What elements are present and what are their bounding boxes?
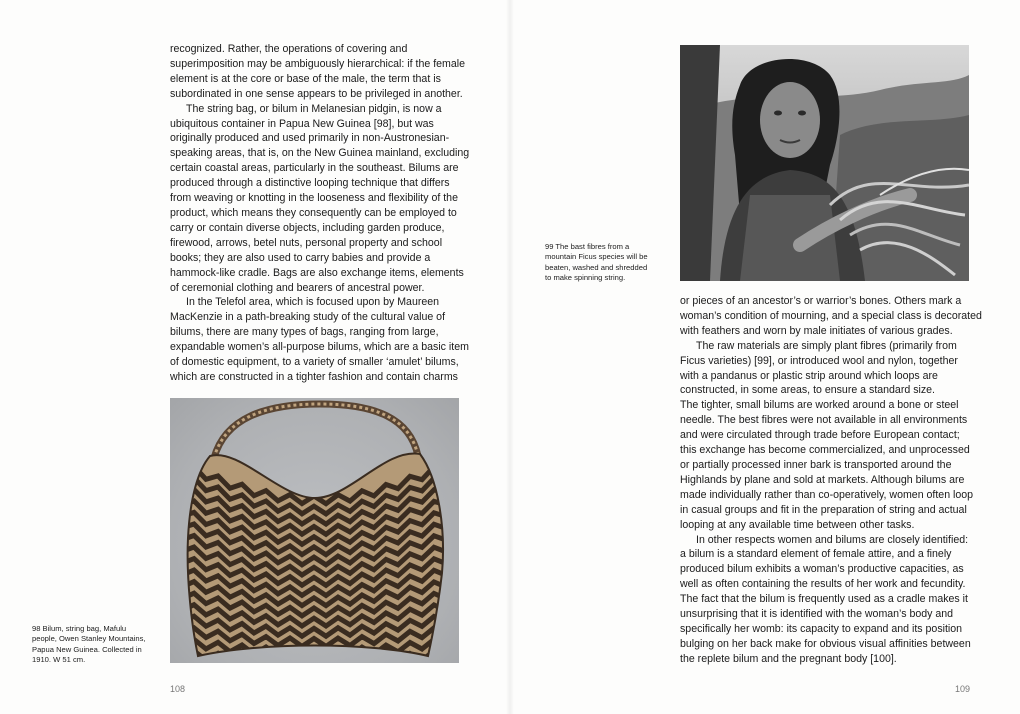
text-line: product, which means they consequently can be employed to	[170, 206, 457, 219]
figure-98-caption	[32, 624, 162, 666]
text-line: The tighter, small bilums are worked around a bone or steel	[680, 399, 959, 412]
page-number-left: 108	[170, 684, 186, 694]
book-gutter	[506, 0, 514, 714]
text-line: in casual groups and fit in the preparation of string and actual	[680, 503, 967, 516]
text-line: The fact that the bilum is frequently used as a cradle makes it	[680, 593, 968, 606]
right-paragraph-1	[680, 294, 982, 339]
right-paragraph-4	[680, 533, 975, 667]
text-line: this exchange has become commercialized, and unprocessed	[680, 444, 970, 457]
text-line: speaking areas, that is, on the New Guinea mainland, excluding	[170, 147, 470, 160]
text-line: with feathers and worn by male initiates of various grades.	[680, 324, 953, 337]
text-line: with a pandanus or plastic strip around which loops are	[680, 369, 938, 382]
text-line: The raw materials are simply plant fibres (primarily from	[696, 339, 957, 352]
bag-strap-weave	[214, 404, 418, 458]
text-line: needle. The best fibres were not available in all environments	[680, 414, 968, 427]
text-line: or pieces of an ancestor’s or warrior’s bones. Others mark a	[680, 295, 962, 307]
text-line: unsurprising that it is identified with the woman’s body and	[680, 608, 954, 621]
caption-line: Papua New Guinea. Collected in	[32, 644, 142, 654]
text-line: MacKenzie in a path-breaking study of the cultural value of	[170, 311, 446, 324]
text-line: and were circulated through trade before European contact;	[680, 429, 960, 442]
text-line: constructed, in some areas, to ensure a standard size.	[680, 384, 935, 397]
text-line: produced through a distinctive looping technique that differs	[170, 177, 450, 190]
text-line: The string bag, or bilum in Melanesian pidgin, is now a	[186, 102, 442, 115]
text-line: of ceremonial clothing and bearers of ancestral power.	[170, 281, 425, 294]
text-line: produced bilum exhibits a woman’s productive capacities, as	[680, 563, 964, 576]
text-line: In the Telefol area, which is focused upon by Maureen	[186, 296, 440, 309]
text-line: a bilum is a standard element of female attire, and a finely	[680, 548, 952, 561]
right-paragraph-2	[680, 339, 975, 399]
caption-line: 98 Bilum, string bag, Mafulu	[32, 624, 127, 633]
left-paragraph-1	[170, 42, 466, 102]
text-line: originally produced and used primarily in non-Austronesian-	[170, 132, 450, 145]
text-line: recognized. Rather, the operations of covering and	[170, 43, 408, 55]
left-page-body-text	[170, 42, 470, 385]
text-line: from weaving or knotting in the looseness and flexibility of the	[170, 192, 458, 205]
caption-line: mountain Ficus species will be	[545, 252, 648, 262]
figure-99-caption	[545, 242, 665, 284]
text-line: bilums, there are many types of bags, ranging from large,	[170, 326, 439, 339]
text-line: or partially processed inner bark is transported around the	[680, 458, 952, 471]
caption-line: beaten, washed and shredded	[545, 262, 648, 272]
right-paragraph-3	[680, 398, 975, 532]
text-line: well as often containing the results of her work and fecundity.	[680, 578, 966, 591]
text-line: bulging on her back make for obvious visual affinities between	[680, 637, 971, 650]
caption-line: to make spinning string.	[545, 273, 626, 283]
text-line: expandable women’s all-purpose bilums, which are a basic item	[170, 341, 469, 354]
text-line: woman’s condition of mourning, and a special class is decorated	[680, 309, 982, 322]
caption-line: people, Owen Stanley Mountains,	[32, 634, 146, 644]
bag-strap	[214, 404, 418, 458]
text-line: looping at any available time between other tasks.	[680, 518, 915, 531]
text-line: books; they are also used to carry babies and provide a	[170, 251, 431, 264]
text-line: hammock-like cradle. Bags are also exchange items, elements	[170, 266, 464, 279]
text-line: which are constructed in a tighter fashion and contain charms	[170, 370, 458, 383]
right-page-body-text	[680, 294, 982, 667]
text-line: superimposition may be ambiguously hierarchical: if the female	[170, 57, 466, 70]
bilum-string-bag-photo	[170, 398, 459, 663]
text-line: made individually rather than co-operatively, women often loop	[680, 488, 974, 501]
woman-with-fibres-photo	[680, 45, 969, 281]
text-line: firewood, arrows, betel nuts, personal property and school	[170, 236, 443, 249]
text-line: of domestic equipment, to a variety of smaller ‘amulet’ bilums,	[170, 356, 459, 369]
caption-line: 99 The bast fibres from a	[545, 242, 630, 251]
text-line: certain coastal areas, particularly in the southeast. Bilums are	[170, 162, 459, 175]
woman-photo-illustration	[680, 45, 969, 281]
bilum-bag-illustration	[170, 398, 459, 663]
text-line: element is at the core or base of the male, the term that is	[170, 72, 441, 85]
text-line: In other respects women and bilums are closely identified:	[696, 533, 969, 546]
text-line: subordinated in one sense appears to be privileged in another.	[170, 87, 463, 100]
text-line: ubiquitous container in Papua New Guinea [98], but was	[170, 117, 434, 130]
left-paragraph-2	[170, 102, 470, 296]
text-line: Ficus varieties) [99], or introduced wool and nylon, together	[680, 354, 958, 367]
text-line: Highlands by plane and sold at markets. Although bilums are	[680, 473, 965, 486]
text-line: specifically her womb: its capacity to expand and its position	[680, 622, 963, 635]
text-line: the replete bilum and the pregnant body [100].	[680, 652, 897, 665]
page-number-right: 109	[955, 684, 971, 694]
caption-line: 1910. W 51 cm.	[32, 655, 86, 665]
text-line: carry or contain diverse objects, including garden produce,	[170, 221, 445, 234]
bag-body	[170, 438, 459, 663]
left-paragraph-3	[170, 295, 469, 384]
